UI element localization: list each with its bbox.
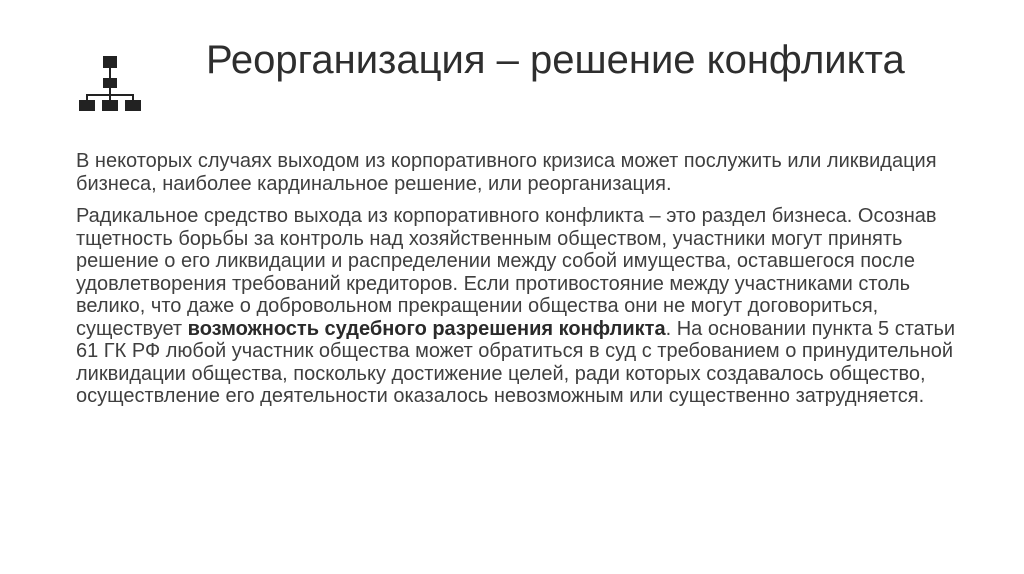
paragraph-main [76, 205, 956, 408]
paragraph-intro: В некоторых случаях выходом из корпоративного кризиса может послужить или ликвидация бизнеса, наиболее кардинальное решение, или реорганизация. [76, 150, 937, 195]
slide-body [76, 150, 956, 418]
slide-title: Реорганизация – решение конфликта [206, 38, 905, 82]
org-chart-icon [78, 56, 142, 112]
paragraph-main-emphasis: возможность судебного разрешения конфликта [187, 317, 666, 340]
paragraph-main-text-end: . На основании пункта 5 статьи 61 ГК РФ любой участник общества может обратиться в суд с требованием о принудительной ликвидации общества, поскольку достижение целей, ради которых создавалось общество, осуществление его деятельности оказалось невозможным или существенно затрудняется. [76, 317, 956, 407]
paragraph-main-text-start: Радикальное средство выхода из корпоративного конфликта – это раздел бизнеса. Осознав тщетность борьбы за контроль над хозяйственным обществом, участники могут принять решение о его ликвидации и распределении между собой имущества, оставшегося после удовлетворения требований кредиторов. Если противостояние между участниками столь велико, что даже о добровольном прекращении общества они не могут договориться, существует [76, 205, 937, 340]
